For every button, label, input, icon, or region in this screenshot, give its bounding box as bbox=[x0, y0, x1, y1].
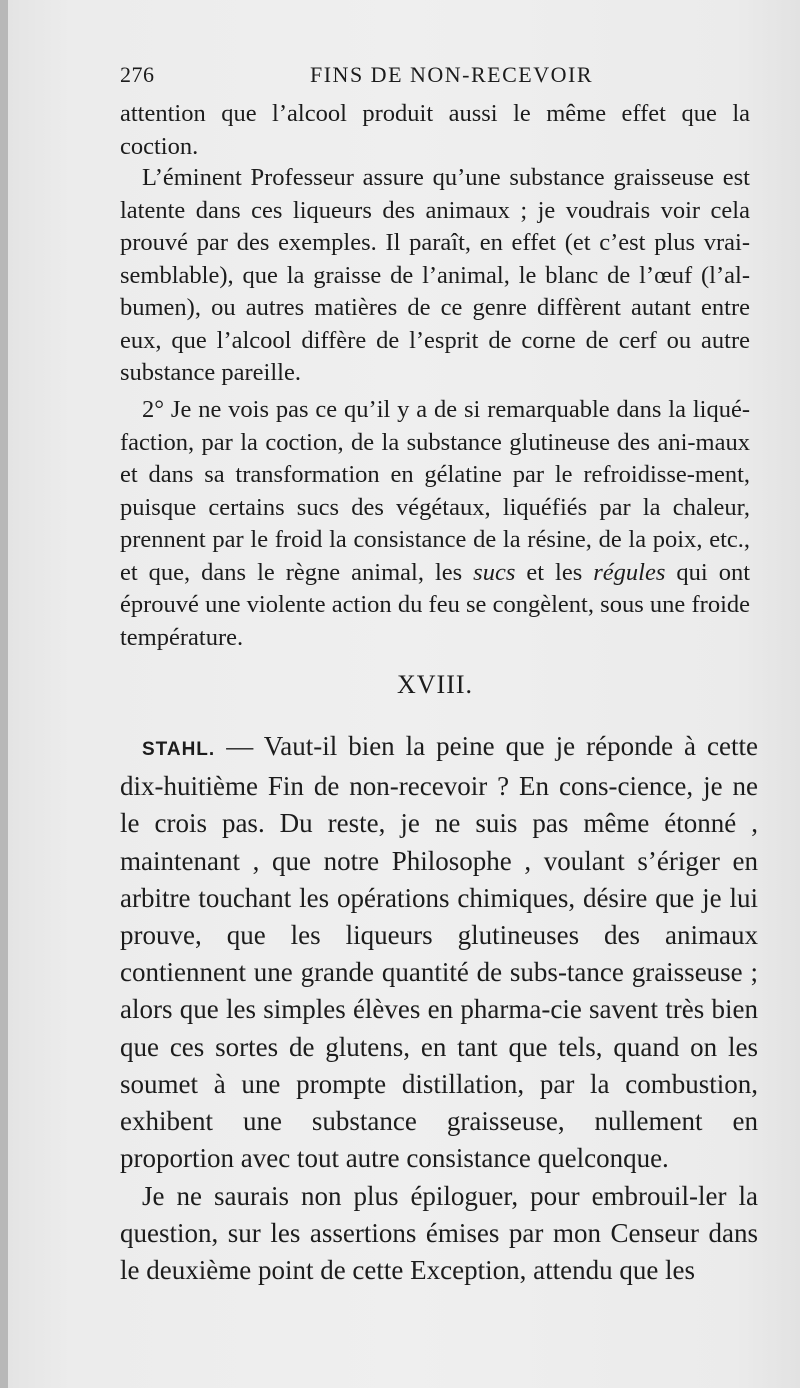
page-number: 276 bbox=[120, 62, 155, 87]
scan-edge-shadow bbox=[0, 0, 8, 1388]
italic-term-regules: régules bbox=[593, 558, 666, 586]
paragraph-stahl-continuation: Je ne saurais non plus épiloguer, pour embrouil-ler la question, sur les assertions émises par mon Censeur dans le deuxième point de cette Exception, attendu que les bbox=[120, 1181, 758, 1286]
book-page bbox=[8, 0, 800, 1388]
paragraph-text: et les bbox=[515, 558, 594, 586]
italic-term-sucs: sucs bbox=[473, 558, 516, 586]
paragraph-professor-assertion: L’éminent Professeur assure qu’une substance graisseuse est latente dans ces liqueurs des animaux ; je voudrais voir cela prouvé par des exemples. Il paraît, en effet (et c’est plus vrai-semblable), que la graisse de l’animal, le blanc de l’œuf (l’al-bumen), ou autres matières de ce genre diffèrent autant entre eux, que l’alcool diffère de l’esprit de corne de cerf ou autre substance pareille. bbox=[120, 164, 750, 386]
paragraph-text: — Vaut-il bien la peine que je réponde à cette dix-huitième Fin de non-recevoir ? En cons-cience, je ne le crois pas. Du reste, je ne suis pas même étonné , maintenant , que notre Philosophe , voulant s’ériger en arbitre touchant les opérations chimiques, désire que je lui prouve, que les liqueurs glutineuses des animaux contiennent une grande quantité de subs-tance graisseuse ; alors que les simples élèves en pharma-cie savent très bien que ces sortes de glutens, en tant que tels, quand on les soumet à une prompte distillation, par la combustion, exhibent une substance graisseuse, nullement en proportion avec tout autre consistance quelconque. bbox=[120, 731, 758, 1174]
paragraph-stahl-reply bbox=[120, 728, 758, 1177]
running-head: FINS DE NON-RECEVOIR bbox=[310, 62, 593, 87]
page-header bbox=[120, 62, 760, 96]
paragraph-point-two bbox=[120, 394, 750, 654]
section-heading: XVIII. bbox=[396, 670, 474, 699]
paragraph-text: 2° Je ne vois pas ce qu’il y a de si remarquable dans la liqué-faction, par la coction, de la substance glutineuse des ani-maux et dans sa transformation en gélatine par le refroidisse-ment, puisque certains sucs des végétaux, liquéfiés par la chaleur, prennent par le froid la consistance de la résine, de la poix, etc., et que, dans le règne animal, les bbox=[120, 396, 750, 586]
paragraph-text: qui ont éprouvé une violente action du feu se congèlent, sous une froide température. bbox=[120, 558, 750, 651]
paragraph-continuation: attention que l’alcool produit aussi le même effet que la coction. bbox=[120, 100, 750, 160]
speaker-label: STAHL. bbox=[142, 739, 216, 760]
